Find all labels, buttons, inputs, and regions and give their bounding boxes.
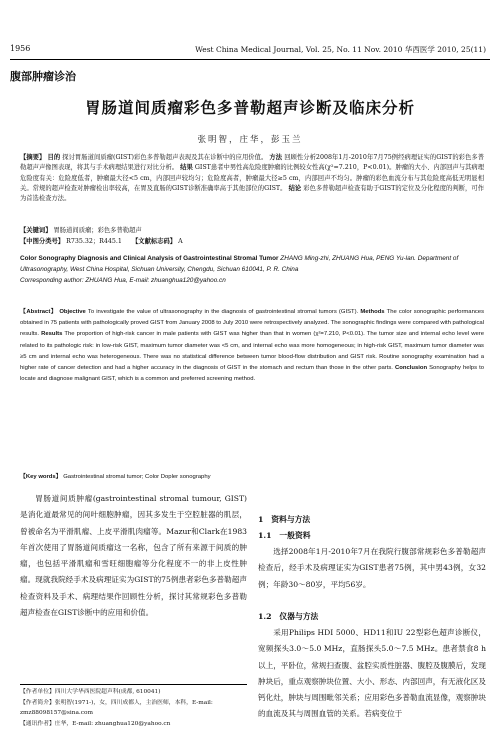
footnote-author-bio: 【作者简介】张明智(1971-)，女，四川成都人，主治医师，本科，E-mail: zmz88098157@sina.com: [20, 699, 213, 716]
footnote-affiliation: 【作者单位】四川大学华西医院超声科(成都, 610041): [20, 689, 161, 695]
abstract-label: 【摘要】: [20, 154, 46, 161]
footnotes: [20, 687, 247, 729]
chinese-abstract: [20, 153, 484, 204]
en-conclusion-label: Conclusion: [395, 365, 428, 372]
footnote-rule: [20, 684, 247, 685]
conclusion-label: 结论: [288, 184, 302, 192]
english-abstract: [20, 307, 484, 385]
page-number: 1956: [10, 44, 31, 53]
section-1-2-heading: 1.2 仪器与方法: [258, 612, 319, 621]
corresponding-author: Corresponding author: ZHUANG Hua, E-mail: zhuanghua120@yahoo.cn: [20, 277, 226, 284]
english-title-block: [20, 253, 484, 286]
doc-code-label: 【文献标志码】: [131, 238, 177, 245]
section-1-1-heading: 1.1 一般资料: [258, 531, 311, 540]
english-authors: ZHANG Ming-zhi, ZHUANG Hua, PENG Yu-lan.: [280, 255, 416, 262]
english-keywords: [20, 472, 484, 482]
section-1-heading: 1 资料与方法: [258, 515, 311, 524]
purpose-text: 探讨胃肠道间质瘤(GIST)彩色多普勒超声表现及其在诊断中的应用价值。: [62, 154, 268, 161]
method-label: 方法: [269, 154, 283, 161]
methods-label: Methods: [360, 309, 385, 315]
paper-title: 胃肠道间质瘤彩色多普勒超声诊断及临床分析: [84, 99, 415, 117]
result-text: GIST患者中男性高危险度肿瘤的比例较女性高(χ²=7.210，P<0.01)。肿瘤的大小、内部回声与其病理危险度有关：危险度低者，肿瘤最大径<5 cm，内部回声较均匀；危险度高者，肿瘤最大径≥5 cm，内部回声不均匀。肿瘤的彩色血流分布与其危险度高低无明显相关。常规的超声检查对肿瘤检出率较高，在胃及直肠的GIST诊断准确率高于其他部位的GIST。: [20, 164, 484, 192]
results-text: The proportion of high-risk cancer in male patients with GIST was higher than that in women (χ²=7.210, P<0.01). The tumor size and internal echo level were related to its pathologic risk: in low-risk GIST, maximum tumor diameter was <5 cm, and internal echo was more homogeneous; in high-risk GIST, maximum tumor diameter was ≥5 cm and internal echo was heterogeneous. There was no statistical difference between tumor blood-flow distribution and GIST risk. Routine sonography examination had a higher rate of cancer detection and had a higher accuracy in the diagnosis of GIST in the stomach and rectum than those in the other parts.: [20, 331, 484, 372]
section-1-2-text: 采用Philips HDI 5000、HD11和IU 22型彩色超声诊断仪，宽频探头3.0～5.0 MHz，直肠探头5.0～7.5 MHz。患者禁食8 h以上，平卧位，常规扫查腹、盆腔实质性脏器、腹腔及腹膜后，发现肿块后，重点观察肿块位置、大小、形态、内部回声，有无液化区及钙化灶，肿块与周围毗邻关系；应用彩色多普勒血流显像，观察肿块的血流及其与周围血管的关系。若病变位于: [258, 628, 486, 719]
class-label: 【中图分类号】: [20, 238, 65, 245]
class-value: R735.32；R445.1: [66, 238, 122, 245]
journal-header: West China Medical Journal, Vol. 25, No. 11 Nov. 2010 华西医学 2010, 25(11): [195, 45, 486, 54]
section-heading: 腹部肿瘤诊治: [10, 70, 76, 83]
english-affiliation: Department of Ultrasonography, West China Hospital, Sichuan University, Chengdu, Sichuan 610041, P. R. China: [20, 255, 459, 273]
english-title: Color Sonography Diagnosis and Clinical Analysis of Gastrointestinal Stromal Tumor: [20, 255, 279, 262]
classification-line: [20, 237, 484, 247]
header-rule: [10, 59, 490, 60]
keywords-text: 胃肠道间质瘤；彩色多普勒超声: [53, 227, 142, 234]
en-conclusion-text: Sonography helps to locate and diagnose malignant GIST, which is a common and preferred screening method.: [20, 365, 484, 383]
method-text: 回顾性分析2008年1月-2010年7月75例经病理证实的GIST的彩色多普勒超声声像图表现，将其与手术病理结果进行对比分析。: [20, 154, 485, 172]
methods-text: The color sonographic performances obtained in 75 patients with pathologically proved GIST from January 2008 to July 2010 were retrospectively analyzed. The sonographic findings were compared with pathological results.: [20, 309, 485, 338]
purpose-label: 目的: [47, 154, 61, 161]
en-keywords-label: 【Key words】: [20, 474, 62, 480]
doc-code-value: A: [178, 238, 183, 245]
conclusion-text: 彩色多普勒超声检查有助于GIST的定位及分化程度的判断，可作为首选检查方法。: [20, 184, 485, 203]
en-abstract-label: 【Abstract】: [20, 309, 58, 315]
en-keywords-text: Gastrointestinal stromal tumor; Color Dopler sonography: [63, 474, 211, 480]
footnote-corresponding: 【通讯作者】庄华，E-mail: zhuanghua120@yahoo.cn: [20, 720, 171, 727]
chinese-keywords: [20, 226, 484, 236]
results-label: Results: [41, 331, 63, 338]
keywords-label: 【关键词】: [20, 227, 52, 234]
section-1-1-text: 选择2008年1月-2010年7月在我院行腹部常规彩色多普勒超声检查后，经手术及病理证实为GIST患者75例，其中男43例，女32例；年龄30～80岁，平均56岁。: [258, 547, 486, 589]
intro-paragraph: 胃肠道间质肿瘤(gastrointestinal stromal tumour, GIST)是消化道最常见的间叶细胞肿瘤，因其多发生于空腔脏器的肌层，曾被命名为平滑肌瘤、上皮平滑肌肉瘤等。Mazur和Clark在1983年首次使用了胃肠道间质瘤这一名称，包含了所有来源于间质的肿瘤，也包括平滑肌瘤和雪旺细胞瘤等分化程度不一的非上皮性肿瘤。现就我院经手术及病理证实为GIST的75例患者彩色多普勒超声检查资料及手术、病理结果作回顾性分析，探讨其常规彩色多普勒超声检查在GIST诊断中的应用和价值。: [20, 494, 247, 618]
objective-label: Objective: [59, 309, 86, 315]
result-label: 结果: [180, 164, 193, 172]
authors: 张明智，庄华，彭玉兰: [197, 135, 303, 145]
objective-text: To investigate the value of ultrasonography in the diagnosis of gastrointestinal stromal tumors (GIST).: [87, 309, 359, 315]
